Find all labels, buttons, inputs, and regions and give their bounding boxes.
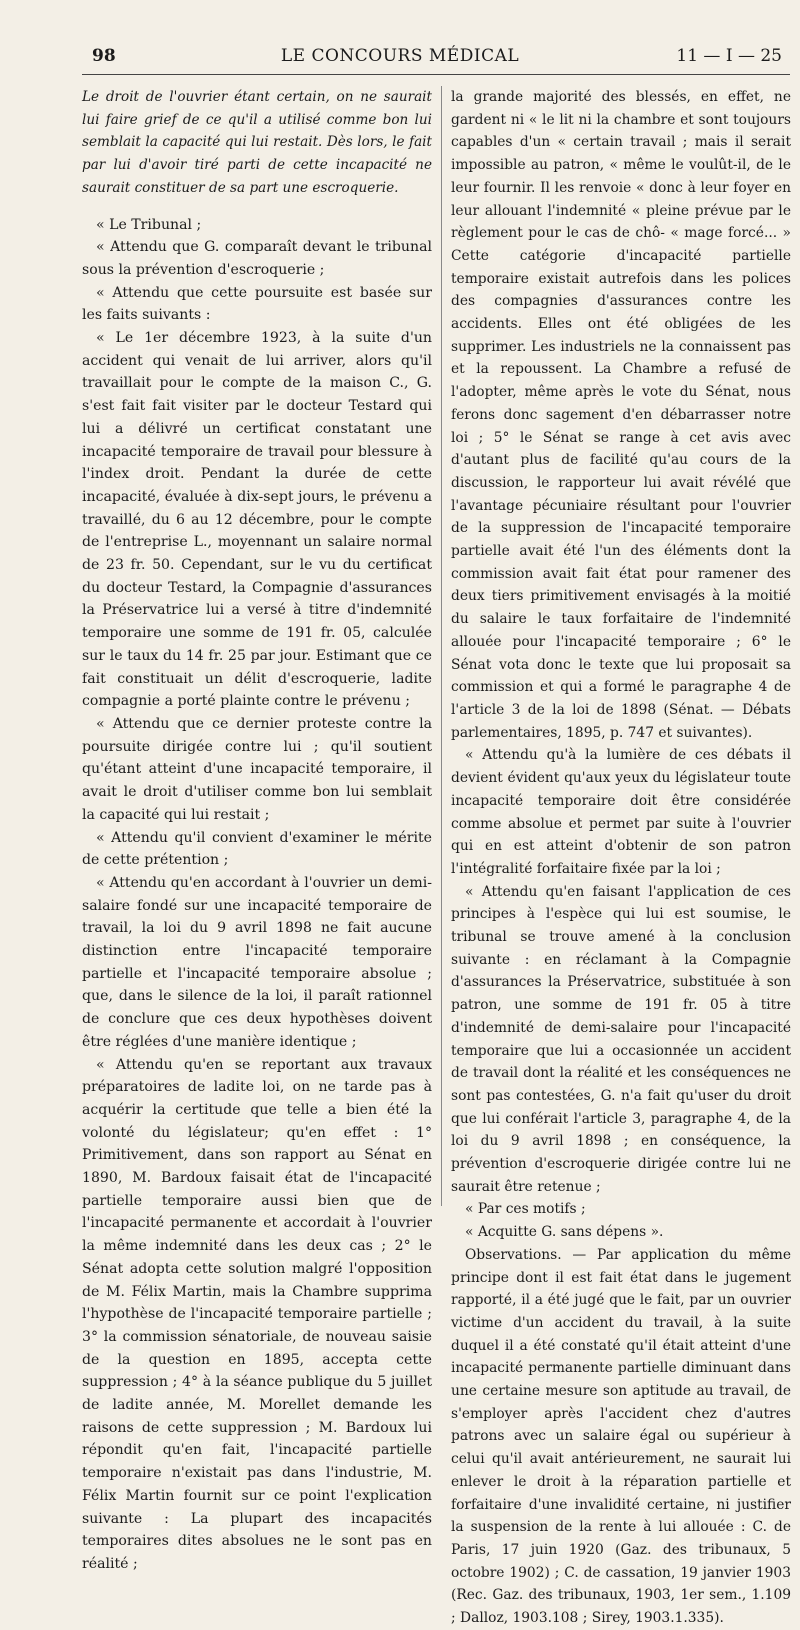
body-paragraph: « Le 1er décembre 1923, à la suite d'un accident qui venait de lui arriver, alors qu'il travaillait pour le compte de la maison C., G. s'est fait fait visiter par le docteur Testard qui lui a délivré un certificat constatant une incapacité temporaire de travail pour blessure à l'index droit. Pendant la durée de cette incapacité, évaluée à dix-sept jours, le prévenu a travaillé, du 6 au 12 décembre, pour le compte de l'entreprise L., moyennant un salaire normal de 23 fr. 50. Cependant, sur le vu du certificat du docteur Testard, la Compagnie d'assurances la Préservatrice lui a versé à titre d'indemnité temporaire une somme de 191 fr. 05, calculée sur le taux du 14 fr. 25 par jour. Estimant que ce fait constituait un délit d'escroquerie, ladite compagnie a porté plainte contre le prévenu ; (82, 330, 432, 710)
left-column (82, 86, 432, 1576)
body-paragraph: la grande majorité des blessés, en effet, ne gardent ni « le lit ni la chambre et sont toujours capables d'un « certain travail ; mais il serait impossible au patron, « même le voulût-il, de le leur fournir. Il les renvoie « donc à leur foyer en leur allouant l'indemnité « pleine prévue par le règlement pour le cas de chô- « mage forcé... » Cette catégorie d'incapacité partielle temporaire existait autrefois dans les polices des compagnies d'assurances contre les accidents. Elles ont été obligées de les supprimer. Les industriels ne la connaissent pas et la repoussent. La Chambre a refusé de l'adopter, même après le vote du Sénat, nous ferons donc sagement d'en débarrasser notre loi ; 5° le Sénat se range à cet avis avec d'autant plus de facilité qu'au cours de la discussion, le rapporteur lui avait révélé que l'avantage pécuniaire résultant pour l'ouvrier de la suppression de l'incapacité temporaire partielle avait été l'un des éléments dont la commission avait fait état pour ramener des deux tiers primitivement envisagés à la moitié du salaire le taux forfaitaire de l'indemnité allouée pour l'incapacité temporaire ; 6° le Sénat vota donc le texte que lui proposait sa commission et qui a formé le paragraphe 4 de l'article 3 de la loi de 1898 (Sénat. — Débats parlementaires, 1895, p. 747 et suivantes). (451, 89, 791, 741)
right-column (451, 86, 791, 1630)
header-rule (82, 74, 790, 75)
observations-paragraph: Observations. — Par application du même principe dont il est fait état dans le jugement rapporté, il a été jugé que le fait, par un ouvrier victime d'un accident du travail, à la suite duquel il a été constaté qu'il était atteint d'une incapacité permanente partielle diminuant dans une certaine mesure son aptitude au travail, de s'employer après l'accident chez d'autres patrons avec un salaire égal ou supérieur à celui qu'il avait antérieurement, ne saurait lui enlever le droit à la réparation partielle et forfaitaire d'une invalidité certaine, ni justifier la suspension de la rente à lui allouée : C. de Paris, 17 juin 1920 (Gaz. des tribunaux, 5 octobre 1902) ; C. de cassation, 19 janvier 1903 (Rec. Gaz. des tribunaux, 1903, 1er sem., 1.109 ; Dalloz, 1903.108 ; Sirey, 1903.1.335). (451, 1246, 791, 1627)
body-paragraph: « Par ces motifs ; (465, 1201, 586, 1218)
body-paragraph: « Attendu que ce dernier proteste contre la poursuite dirigée contre lui ; qu'il soutient qu'étant atteint d'une incapacité temporaire, il avait le droit d'utiliser comme bon lui semblait la capacité qui lui restait ; (82, 715, 432, 823)
column-divider (441, 86, 442, 1206)
body-paragraph: « Attendu qu'en accordant à l'ouvrier un demi-salaire fondé sur une incapacité temporaire de travail, la loi du 9 avril 1898 ne fait aucune distinction entre l'incapacité temporaire partielle et l'incapacité temporaire absolue ; que, dans le silence de la loi, il paraît rationnel de conclure que ces deux hypothèses doivent être réglées d'une manière identique ; (82, 874, 432, 1050)
body-paragraph: « Le Tribunal ; (96, 216, 202, 233)
issue-date: 11 — I — 25 (676, 46, 782, 66)
body-paragraph: « Attendu qu'à la lumière de ces débats il devient évident qu'aux yeux du législateur toute incapacité temporaire doit être considérée comme absolue et permet par suite à l'ouvrier qui en est atteint d'obtenir de son patron l'intégralité forfaitaire fixée par la loi ; (451, 747, 791, 877)
body-paragraph: « Attendu que cette poursuite est basée sur les faits suivants : (82, 284, 432, 324)
body-paragraph: « Attendu qu'en se reportant aux travaux préparatoires de ladite loi, on ne tarde pas à acquérir la certitude que telle a bien été la volonté du législateur; qu'en effet : 1° Primitivement, dans son rapport au Sénat en 1890, M. Bardoux faisait état de l'incapacité partielle temporaire aussi bien que de l'incapacité permanente et accordait à l'ouvrier la même indemnité dans les deux cas ; 2° le Sénat adopta cette solution malgré l'opposition de M. Félix Martin, mais la Chambre supprima l'hypothèse de l'incapacité temporaire partielle ; 3° la commission sénatoriale, de nouveau saisie de la question en 1895, accepta cette suppression ; 4° à la séance publique du 5 juillet de ladite année, M. Morellet demande les raisons de cette suppression ; M. Bardoux lui répondit qu'en fait, l'incapacité partielle temporaire n'existait pas dans l'industrie, M. Félix Martin fournit sur ce point l'explication suivante : La plupart des incapacités temporaires dites absolues ne le sont pas en réalité ; (82, 1056, 432, 1572)
body-paragraph: « Attendu qu'il convient d'examiner le mérite de cette prétention ; (82, 829, 432, 869)
body-paragraph: « Acquitte G. sans dépens ». (465, 1224, 664, 1241)
page-number: 98 (92, 46, 116, 66)
body-paragraph: « Attendu qu'en faisant l'application de ces principes à l'espèce qui lui est soumise, le tribunal se trouve amené à la conclusion suivante : en réclamant à la Compagnie d'assurances la Préservatrice, substituée à son patron, une somme de 191 fr. 05 à titre d'indemnité de demi-salaire pour l'incapacité temporaire que lui a occasionnée un accident de travail dont la réalité et les conséquences ne sont pas contestées, G. n'a fait qu'user du droit que lui conférait l'article 3, paragraphe 4, de la loi du 9 avril 1898 ; en conséquence, la prévention d'escroquerie dirigée contre lui ne saurait être retenue ; (451, 883, 791, 1195)
body-paragraph: « Attendu que G. comparaît devant le tribunal sous la prévention d'escroquerie ; (82, 239, 432, 278)
journal-title: LE CONCOURS MÉDICAL (280, 46, 520, 66)
running-header (0, 46, 800, 72)
summary-paragraph: Le droit de l'ouvrier étant certain, on ne saurait lui faire grief de ce qu'il a utilisé comme bon lui semblait la capacité qui lui restait. Dès lors, le fait par lui d'avoir tiré parti de cette incapacité ne saurait constituer de sa part une escroquerie. (82, 89, 432, 196)
